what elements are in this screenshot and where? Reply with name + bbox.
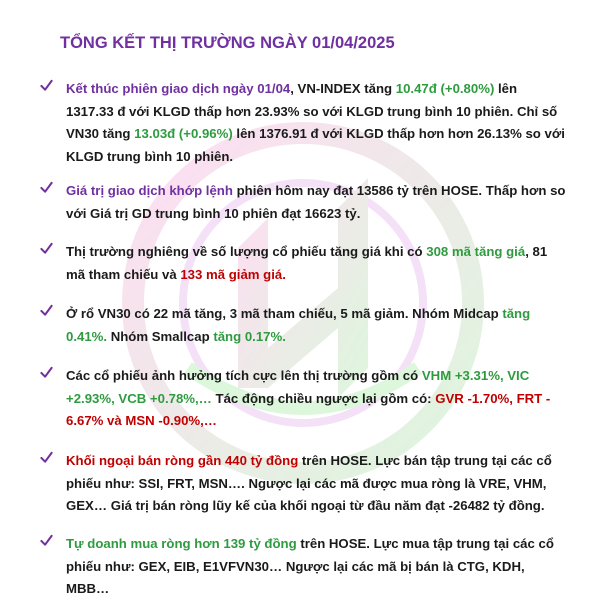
text-segment: Nhóm Smallcap — [107, 328, 214, 344]
text-segment: tăng 0.41%. — [66, 306, 531, 344]
checkmark-icon — [40, 79, 53, 92]
text-segment: Các cổ phiếu ảnh hưởng tích cực lên thị trường gồm có — [66, 368, 422, 383]
bullet-text — [66, 533, 566, 601]
text-segment: Tác động chiều ngược lại gồm có: — [211, 390, 436, 406]
bullet-text — [66, 78, 566, 168]
bullet-text — [66, 365, 566, 433]
bullet-text — [66, 241, 566, 286]
bullet-text — [66, 450, 566, 518]
checkmark-icon — [40, 534, 53, 547]
text-segment: , VN-INDEX tăng — [290, 81, 396, 96]
text-segment: Khối ngoại bán ròng gần 440 tỷ đồng — [66, 453, 299, 468]
page-title: TỔNG KẾT THỊ TRƯỜNG NGÀY 01/04/2025 — [60, 34, 395, 52]
text-segment: lên 1317.33 đ với KLGD thấp hơn 23.93% so với KLGD trung bình 10 phiên. Chỉ số VN30 tăng — [66, 81, 558, 141]
text-segment: trên HOSE. Lực bán tập trung tại các cổ phiếu như: SSI, FRT, MSN…. Ngược lại các mã được mua ròng là VRE, VHM, GEX… Giá trị bán ròng lũy kế của khối ngoại từ đầu năm đạt -26482 tỷ đồng. — [66, 453, 552, 513]
text-segment: phiên hôm nay đạt 13586 tỷ trên HOSE. Thấp hơn so với Giá trị GD trung bình 10 phiên đạt 16623 tỷ. — [66, 183, 566, 221]
text-segment: Giá trị giao dịch khớp lệnh — [66, 183, 233, 198]
text-segment: GVR -1.70%, FRT - 6.67% và MSN -0.90%,… — [66, 390, 551, 428]
text-segment: 308 mã tăng giá — [426, 244, 526, 259]
text-segment: 10.47đ (+0.80%) — [395, 81, 495, 96]
checkmark-icon — [40, 366, 53, 379]
text-segment: 13.03đ (+0.96%) — [134, 126, 233, 141]
checkmark-icon — [40, 451, 53, 464]
text-segment: 133 mã giảm giá. — [180, 266, 286, 282]
text-segment: Tự doanh mua ròng hơn 139 tỷ đồng — [66, 536, 297, 551]
bullet-text — [66, 303, 566, 348]
text-segment: , 81 mã tham chiếu và — [66, 244, 548, 282]
checkmark-icon — [40, 242, 53, 255]
text-segment: lên 1376.91 đ với KLGD thấp hơn hơn 26.13% so với KLGD trung bình 10 phiên. — [66, 126, 565, 164]
text-segment: Thị trường nghiêng về số lượng cổ phiếu tăng giá khi có — [66, 244, 427, 259]
checkmark-icon — [40, 304, 53, 317]
text-segment: tăng 0.17%. — [213, 328, 286, 344]
bullet-text — [66, 180, 566, 225]
text-segment: VHM +3.31%, VIC +2.93%, VCB +0.78%,… — [66, 368, 530, 406]
text-segment: trên HOSE. Lực mua tập trung tại các cổ phiếu như: GEX, EIB, E1VFVN30… Ngược lại các mã bị bán là CTG, KDH, MBB… — [66, 536, 554, 596]
checkmark-icon — [40, 181, 53, 194]
text-segment: Kết thúc phiên giao dịch ngày 01/04 — [66, 81, 291, 96]
text-segment: Ở rổ VN30 có 22 mã tăng, 3 mã tham chiếu, 5 mã giảm. Nhóm Midcap — [66, 306, 503, 321]
